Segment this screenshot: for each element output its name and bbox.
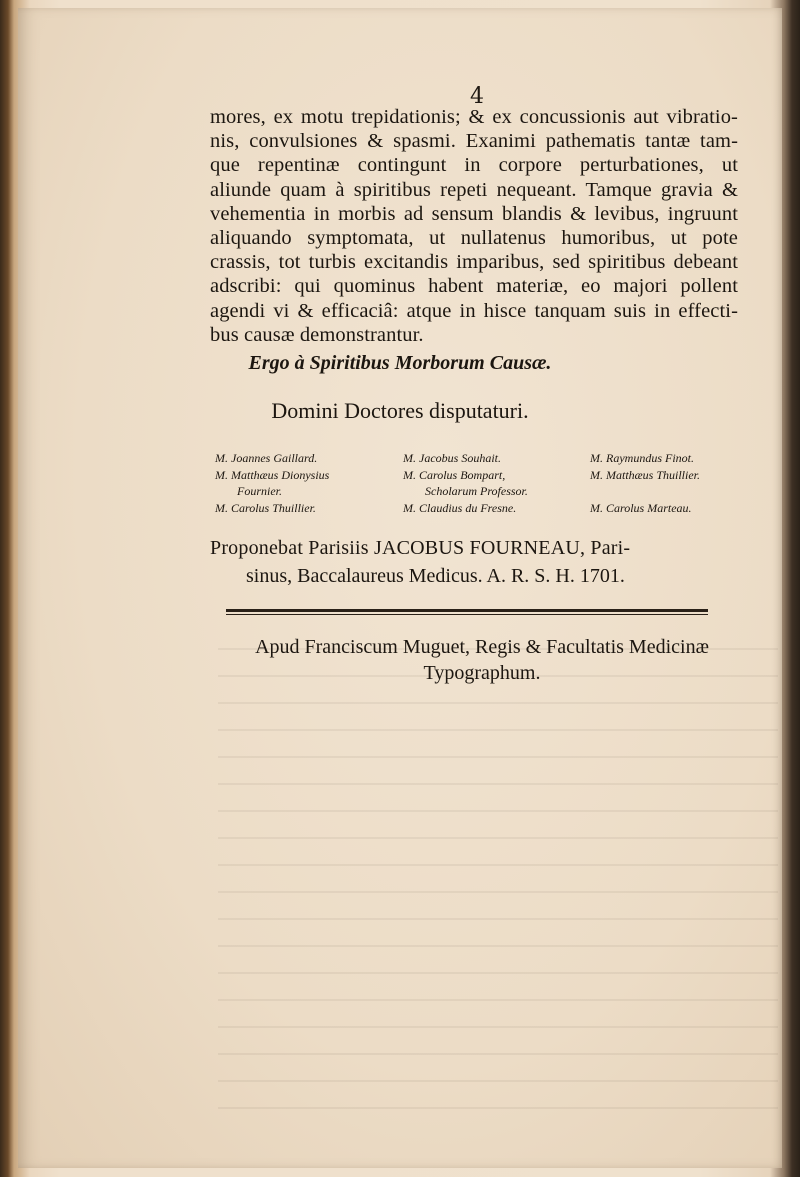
proposer-statement (210, 534, 738, 590)
paragraph-line: vehementia in morbis ad sensum blandis & levibus, ingruunt (210, 202, 738, 225)
disputant-name: M. Joannes Gaillard. (215, 451, 318, 465)
disputant-name: M. Jacobus Souhait. (403, 451, 501, 465)
thesis-conclusion: Ergo à Spiritibus Morborum Causæ. (248, 352, 552, 374)
disputants-column-2 (403, 450, 528, 516)
paragraph-line: aliunde quam à spiritibus repeti nequeant. Tamque gravia & (210, 178, 738, 201)
disputant-name-cont: Scholarum Professor. (425, 484, 528, 498)
paragraph-line: mores, ex motu trepidationis; & ex concussionis aut vibratio- (210, 106, 738, 128)
disputant-name: M. Carolus Marteau. (590, 500, 692, 515)
imprint-line: Apud Franciscum Muguet, Regis & Facultatis Medicinæ (255, 636, 709, 658)
proposer-line: sinus, Baccalaureus Medicus. A. R. S. H. 1701. (246, 565, 625, 587)
paragraph-line: que repentinæ contingunt in corpore perturbationes, ut (210, 154, 738, 177)
disputants-heading: Domini Doctores disputaturi. (271, 398, 529, 423)
paragraph-line: bus causæ demonstrantur. (210, 323, 424, 346)
disputant-name: M. Matthæus Thuillier. (590, 467, 701, 482)
printer-imprint (0, 634, 800, 686)
proposer-line: Proponebat Parisiis JACOBUS FOURNEAU, Pari- (210, 537, 631, 559)
divider-rule-thin (226, 614, 708, 615)
paragraph-line: agendi vi & efficaciâ: atque in hisce tanquam suis in effecti- (210, 299, 738, 322)
disputant-name: M. Raymundus Finot. (590, 451, 694, 465)
disputant-name: M. Claudius du Fresne. (403, 500, 517, 515)
show-through-text (218, 648, 778, 1128)
disputant-name-blank (590, 483, 700, 500)
page-number: 4 (470, 84, 484, 109)
paragraph-line: crassis, tot turbis excitandis imparibus, sed spiritibus debeant (210, 251, 738, 274)
paragraph-line: adscribi: qui quominus habent materiæ, eo majori pollent (210, 275, 738, 298)
disputant-name: M. Carolus Bompart, (403, 467, 506, 482)
disputant-name: M. Matthæus Dionysius (215, 467, 330, 482)
imprint-line: Typographum. (423, 662, 541, 684)
divider-rule (226, 609, 708, 612)
paragraph-line: aliquando symptomata, ut nullatenus humoribus, ut pote (210, 226, 738, 249)
body-paragraph (210, 105, 738, 347)
disputants-column-3 (590, 450, 700, 516)
disputant-name-cont: Fournier. (237, 484, 282, 498)
disputants-column-1 (215, 450, 329, 516)
paragraph-line: nis, convulsiones & spasmi. Exanimi pathematis tantæ tam- (210, 130, 738, 153)
disputant-name: M. Carolus Thuillier. (215, 500, 316, 515)
